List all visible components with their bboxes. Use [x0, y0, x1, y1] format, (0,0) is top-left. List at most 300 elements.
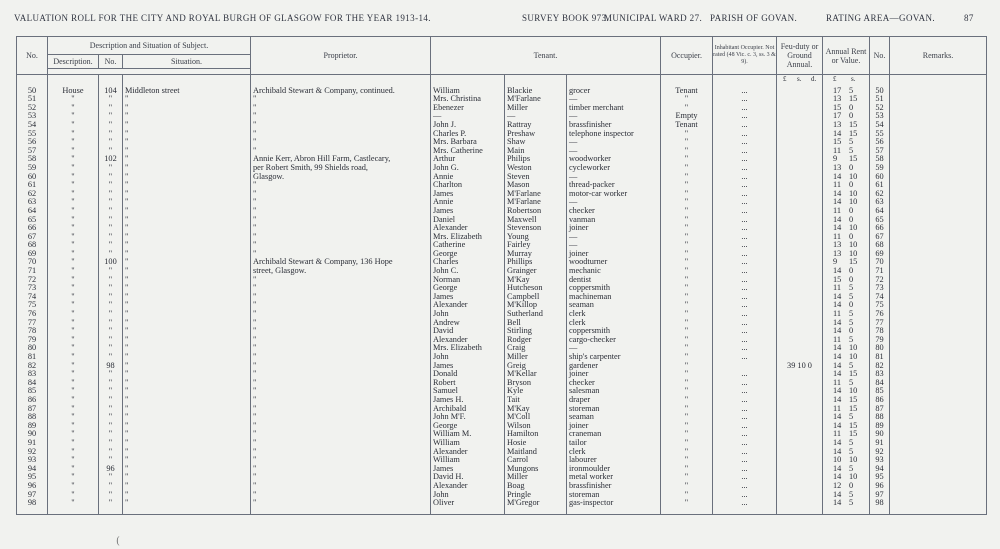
row-description: ": [48, 482, 99, 491]
row-situation: ": [123, 456, 251, 465]
row-remarks: [890, 207, 987, 216]
row-number: 61: [17, 181, 48, 190]
row-description: House: [48, 87, 99, 96]
row-number: 72: [17, 276, 48, 285]
row-annual-rent: [823, 473, 870, 482]
row-remarks: [890, 456, 987, 465]
table-row: [17, 353, 987, 362]
row-proprietor: ": [251, 310, 431, 319]
rent-shillings: 0: [849, 481, 854, 490]
rent-pound-label: £: [833, 75, 837, 83]
row-annual-rent: [823, 258, 870, 267]
margin-mark: (: [116, 536, 120, 547]
row-inhabitant: ...: [713, 439, 777, 448]
row-annual-rent: [823, 198, 870, 207]
row-number-right: 52: [870, 104, 890, 113]
row-proprietor: ": [251, 112, 431, 121]
table-row: [17, 439, 987, 448]
row-description: ": [48, 95, 99, 104]
row-tenant-last: Miller: [505, 104, 567, 113]
row-annual-rent: [823, 439, 870, 448]
row-number-right: 71: [870, 267, 890, 276]
row-description: ": [48, 216, 99, 225]
table-row: [17, 396, 987, 405]
row-occupier: ": [661, 499, 713, 514]
row-occupier: ": [661, 181, 713, 190]
row-feu-duty: [777, 301, 823, 310]
rent-shillings: 15: [849, 95, 858, 104]
row-number: 97: [17, 491, 48, 500]
row-tenant-first: Catherine: [431, 241, 505, 250]
rent-pounds: 10: [833, 456, 842, 465]
row-situation: ": [123, 241, 251, 250]
table-row: [17, 233, 987, 242]
row-inhabitant: ...: [713, 147, 777, 156]
row-tenant-occupation: salesman: [567, 387, 661, 396]
row-remarks: [890, 387, 987, 396]
row-number-right: 61: [870, 181, 890, 190]
row-number: 57: [17, 147, 48, 156]
row-tenant-last: M'Farlane: [505, 190, 567, 199]
row-number-right: 59: [870, 164, 890, 173]
row-inhabitant: ...: [713, 448, 777, 457]
row-inhabitant: ...: [713, 155, 777, 164]
row-number: 80: [17, 344, 48, 353]
row-occupier: ": [661, 387, 713, 396]
rent-pounds: 14: [833, 129, 842, 138]
row-annual-rent: [823, 216, 870, 225]
rent-shillings: 5: [849, 86, 854, 95]
row-tenant-occupation: —: [567, 173, 661, 182]
row-inhabitant: ...: [713, 413, 777, 422]
row-number: 70: [17, 258, 48, 267]
table-row: [17, 491, 987, 500]
table-row: [17, 104, 987, 113]
row-proprietor: ": [251, 413, 431, 422]
row-inhabitant: ...: [713, 396, 777, 405]
row-tenant-last: Main: [505, 147, 567, 156]
row-street-number: ": [99, 301, 123, 310]
row-situation: ": [123, 267, 251, 276]
row-number: 56: [17, 138, 48, 147]
row-street-number: ": [99, 233, 123, 242]
rent-shilling-label: s.: [851, 75, 856, 83]
row-annual-rent: [823, 155, 870, 164]
row-number-right: 78: [870, 327, 890, 336]
row-street-number: 104: [99, 87, 123, 96]
rent-shillings: 15: [849, 404, 858, 413]
row-inhabitant: ...: [713, 190, 777, 199]
row-occupier: ": [661, 293, 713, 302]
rent-pounds: 13: [833, 163, 842, 172]
table-row: [17, 327, 987, 336]
row-street-number: ": [99, 112, 123, 121]
row-feu-duty: [777, 491, 823, 500]
row-number-right: 58: [870, 155, 890, 164]
row-occupier: ": [661, 336, 713, 345]
row-situation: ": [123, 379, 251, 388]
row-tenant-last: Sutherland: [505, 310, 567, 319]
row-remarks: [890, 224, 987, 233]
row-feu-duty: [777, 293, 823, 302]
row-situation: ": [123, 173, 251, 182]
row-occupier: ": [661, 430, 713, 439]
row-inhabitant: ...: [713, 473, 777, 482]
row-number: 69: [17, 250, 48, 259]
rent-pounds: 9: [833, 155, 838, 164]
rent-pounds: 14: [833, 327, 842, 336]
row-description: ": [48, 387, 99, 396]
row-tenant-last: Preshaw: [505, 130, 567, 139]
row-remarks: [890, 405, 987, 414]
row-description: ": [48, 465, 99, 474]
row-number-right: 85: [870, 387, 890, 396]
rent-shillings: 0: [849, 301, 854, 310]
row-description: ": [48, 353, 99, 362]
table-row: [17, 216, 987, 225]
row-number-right: 83: [870, 370, 890, 379]
row-proprietor: ": [251, 241, 431, 250]
rent-pounds: 14: [833, 344, 842, 353]
row-tenant-occupation: —: [567, 95, 661, 104]
row-situation: ": [123, 499, 251, 514]
row-street-number: ": [99, 336, 123, 345]
row-occupier: ": [661, 448, 713, 457]
row-feu-duty: [777, 233, 823, 242]
row-number-right: 77: [870, 319, 890, 328]
row-occupier: ": [661, 405, 713, 414]
row-occupier: ": [661, 216, 713, 225]
row-tenant-occupation: machineman: [567, 293, 661, 302]
rent-shillings: 0: [849, 181, 854, 190]
row-tenant-occupation: thread-packer: [567, 181, 661, 190]
row-occupier: ": [661, 344, 713, 353]
row-tenant-last: Young: [505, 233, 567, 242]
row-annual-rent: [823, 233, 870, 242]
row-tenant-first: Annie: [431, 173, 505, 182]
row-tenant-last: M'Gregor: [505, 499, 567, 514]
row-proprietor: ": [251, 284, 431, 293]
row-number: 77: [17, 319, 48, 328]
row-tenant-last: Hosie: [505, 439, 567, 448]
row-inhabitant: ...: [713, 216, 777, 225]
row-feu-duty: [777, 224, 823, 233]
col-proprietor: Proprietor.: [251, 37, 431, 75]
row-occupier: ": [661, 95, 713, 104]
row-annual-rent: [823, 430, 870, 439]
row-feu-duty: [777, 104, 823, 113]
row-tenant-first: John G.: [431, 164, 505, 173]
row-situation: ": [123, 370, 251, 379]
row-number: 87: [17, 405, 48, 414]
row-number-right: 90: [870, 430, 890, 439]
table-row: [17, 456, 987, 465]
row-remarks: [890, 362, 987, 371]
row-proprietor: ": [251, 147, 431, 156]
row-annual-rent: [823, 482, 870, 491]
row-inhabitant: ...: [713, 284, 777, 293]
row-feu-duty: [777, 112, 823, 121]
row-tenant-first: Norman: [431, 276, 505, 285]
row-remarks: [890, 336, 987, 345]
row-situation: ": [123, 353, 251, 362]
row-proprietor: ": [251, 293, 431, 302]
row-situation: ": [123, 327, 251, 336]
row-street-number: ": [99, 224, 123, 233]
table-row: [17, 336, 987, 345]
rent-shillings: 10: [849, 456, 858, 465]
row-situation: ": [123, 276, 251, 285]
row-inhabitant: ...: [713, 336, 777, 345]
row-description: ": [48, 413, 99, 422]
row-occupier: ": [661, 301, 713, 310]
row-street-number: 102: [99, 155, 123, 164]
rent-shillings: 5: [849, 464, 854, 473]
row-tenant-first: John C.: [431, 267, 505, 276]
row-street-number: ": [99, 499, 123, 514]
rent-shillings: 10: [849, 344, 858, 353]
row-annual-rent: [823, 112, 870, 121]
row-annual-rent: [823, 181, 870, 190]
row-remarks: [890, 121, 987, 130]
row-remarks: [890, 164, 987, 173]
row-description: ": [48, 396, 99, 405]
rent-pounds: 11: [833, 181, 841, 190]
row-tenant-first: Alexander: [431, 224, 505, 233]
row-proprietor: ": [251, 362, 431, 371]
row-number-right: 91: [870, 439, 890, 448]
row-tenant-first: William M.: [431, 430, 505, 439]
row-proprietor: Annie Kerr, Abron Hill Farm, Castlecary,: [251, 155, 431, 164]
row-inhabitant: ...: [713, 224, 777, 233]
row-inhabitant: ...: [713, 344, 777, 353]
row-situation: ": [123, 387, 251, 396]
row-proprietor: ": [251, 181, 431, 190]
row-description: ": [48, 344, 99, 353]
row-tenant-first: Mrs. Christina: [431, 95, 505, 104]
row-feu-duty: [777, 164, 823, 173]
row-situation: ": [123, 190, 251, 199]
row-annual-rent: [823, 130, 870, 139]
row-remarks: [890, 276, 987, 285]
row-number-right: 70: [870, 258, 890, 267]
row-tenant-occupation: cycleworker: [567, 164, 661, 173]
row-street-number: ": [99, 422, 123, 431]
row-occupier: ": [661, 104, 713, 113]
row-number-right: 96: [870, 482, 890, 491]
row-occupier: ": [661, 413, 713, 422]
row-remarks: [890, 448, 987, 457]
row-occupier: ": [661, 190, 713, 199]
row-situation: ": [123, 344, 251, 353]
row-number: 89: [17, 422, 48, 431]
row-inhabitant: ...: [713, 293, 777, 302]
row-situation: ": [123, 422, 251, 431]
table-row: [17, 198, 987, 207]
rent-pounds: 11: [833, 404, 841, 413]
row-proprietor: ": [251, 499, 431, 514]
row-street-number: ": [99, 190, 123, 199]
row-tenant-last: Robertson: [505, 207, 567, 216]
row-tenant-occupation: joiner: [567, 224, 661, 233]
row-tenant-last: M'Kay: [505, 405, 567, 414]
row-tenant-first: David: [431, 327, 505, 336]
row-street-number: 98: [99, 362, 123, 371]
row-tenant-occupation: coppersmith: [567, 327, 661, 336]
row-number-right: 75: [870, 301, 890, 310]
row-tenant-last: Mungons: [505, 465, 567, 474]
rent-pounds: 12: [833, 481, 842, 490]
row-tenant-first: George: [431, 284, 505, 293]
row-tenant-occupation: —: [567, 344, 661, 353]
row-number-right: 54: [870, 121, 890, 130]
row-street-number: ": [99, 95, 123, 104]
row-proprietor: ": [251, 319, 431, 328]
row-tenant-occupation: —: [567, 112, 661, 121]
row-tenant-last: Weston: [505, 164, 567, 173]
row-description: ": [48, 130, 99, 139]
row-tenant-last: —: [505, 112, 567, 121]
row-situation: ": [123, 155, 251, 164]
rent-shillings: 10: [849, 241, 858, 250]
row-number: 75: [17, 301, 48, 310]
row-inhabitant: ...: [713, 353, 777, 362]
row-occupier: ": [661, 207, 713, 216]
row-inhabitant: ...: [713, 95, 777, 104]
table-row: [17, 250, 987, 259]
row-tenant-first: Charles P.: [431, 130, 505, 139]
col-tenant: Tenant.: [431, 37, 661, 75]
row-tenant-first: James: [431, 362, 505, 371]
row-inhabitant: ...: [713, 198, 777, 207]
row-tenant-last: Bell: [505, 319, 567, 328]
row-remarks: [890, 198, 987, 207]
row-description: ": [48, 250, 99, 259]
rent-shillings: 0: [849, 103, 854, 112]
row-situation: ": [123, 284, 251, 293]
table-row: [17, 319, 987, 328]
row-tenant-first: John M'F.: [431, 413, 505, 422]
feu-pence-label: d.: [811, 75, 817, 83]
col-description: Description.: [48, 55, 99, 69]
row-description: ": [48, 448, 99, 457]
row-inhabitant: ...: [713, 327, 777, 336]
row-tenant-last: Mason: [505, 181, 567, 190]
row-annual-rent: [823, 224, 870, 233]
row-annual-rent: [823, 276, 870, 285]
rent-pounds: 14: [833, 172, 842, 181]
row-tenant-first: Alexander: [431, 482, 505, 491]
table-row: [17, 87, 987, 96]
row-inhabitant: ...: [713, 164, 777, 173]
table-row: [17, 164, 987, 173]
row-inhabitant: ...: [713, 379, 777, 388]
row-number-right: 67: [870, 233, 890, 242]
row-remarks: [890, 422, 987, 431]
row-occupier: ": [661, 284, 713, 293]
row-inhabitant: ...: [713, 130, 777, 139]
table-row: [17, 413, 987, 422]
row-tenant-occupation: ironmoulder: [567, 465, 661, 474]
row-proprietor: ": [251, 396, 431, 405]
row-feu-duty: [777, 473, 823, 482]
row-street-number: ": [99, 267, 123, 276]
row-description: ": [48, 379, 99, 388]
rent-pounds: 14: [833, 198, 842, 207]
row-occupier: ": [661, 224, 713, 233]
row-number: 98: [17, 499, 48, 514]
row-number: 55: [17, 130, 48, 139]
row-tenant-occupation: clerk: [567, 319, 661, 328]
row-situation: ": [123, 224, 251, 233]
row-proprietor: ": [251, 448, 431, 457]
row-number: 64: [17, 207, 48, 216]
row-number-right: 68: [870, 241, 890, 250]
rent-shillings: 0: [849, 267, 854, 276]
table-row: [17, 482, 987, 491]
rent-pounds: 14: [833, 267, 842, 276]
row-occupier: ": [661, 155, 713, 164]
row-street-number: ": [99, 370, 123, 379]
row-tenant-first: Mrs. Elizabeth: [431, 344, 505, 353]
rent-pounds: 11: [833, 146, 841, 155]
row-occupier: ": [661, 241, 713, 250]
row-annual-rent: [823, 284, 870, 293]
row-tenant-first: William: [431, 456, 505, 465]
row-remarks: [890, 241, 987, 250]
row-street-number: ": [99, 207, 123, 216]
row-situation: ": [123, 233, 251, 242]
row-tenant-occupation: cargo-checker: [567, 336, 661, 345]
row-occupier: ": [661, 258, 713, 267]
row-number: 94: [17, 465, 48, 474]
row-proprietor: Archibald Stewart & Company, 136 Hope: [251, 258, 431, 267]
row-number: 93: [17, 456, 48, 465]
row-inhabitant: ...: [713, 482, 777, 491]
row-tenant-first: Andrew: [431, 319, 505, 328]
col-rent: Annual Rent or Value.: [823, 37, 870, 75]
row-annual-rent: [823, 293, 870, 302]
row-feu-duty: [777, 121, 823, 130]
row-proprietor: ": [251, 336, 431, 345]
row-number: 84: [17, 379, 48, 388]
row-number-right: 63: [870, 198, 890, 207]
table-row: [17, 499, 987, 514]
rent-pounds: 11: [833, 284, 841, 293]
row-remarks: [890, 413, 987, 422]
table-row: [17, 241, 987, 250]
row-feu-duty: [777, 207, 823, 216]
row-street-number: ": [99, 216, 123, 225]
row-tenant-last: Murray: [505, 250, 567, 259]
row-number-right: 82: [870, 362, 890, 371]
row-tenant-occupation: tailor: [567, 439, 661, 448]
row-tenant-last: M'Coll: [505, 413, 567, 422]
row-number-right: 81: [870, 353, 890, 362]
row-description: ": [48, 207, 99, 216]
rent-pounds: 17: [833, 86, 842, 95]
table-row: [17, 224, 987, 233]
row-inhabitant: ...: [713, 422, 777, 431]
rent-pounds: 14: [833, 438, 842, 447]
row-number: 79: [17, 336, 48, 345]
row-tenant-first: Alexander: [431, 301, 505, 310]
row-situation: ": [123, 164, 251, 173]
row-annual-rent: [823, 448, 870, 457]
table-row: [17, 138, 987, 147]
row-inhabitant: ...: [713, 258, 777, 267]
table-row: [17, 181, 987, 190]
